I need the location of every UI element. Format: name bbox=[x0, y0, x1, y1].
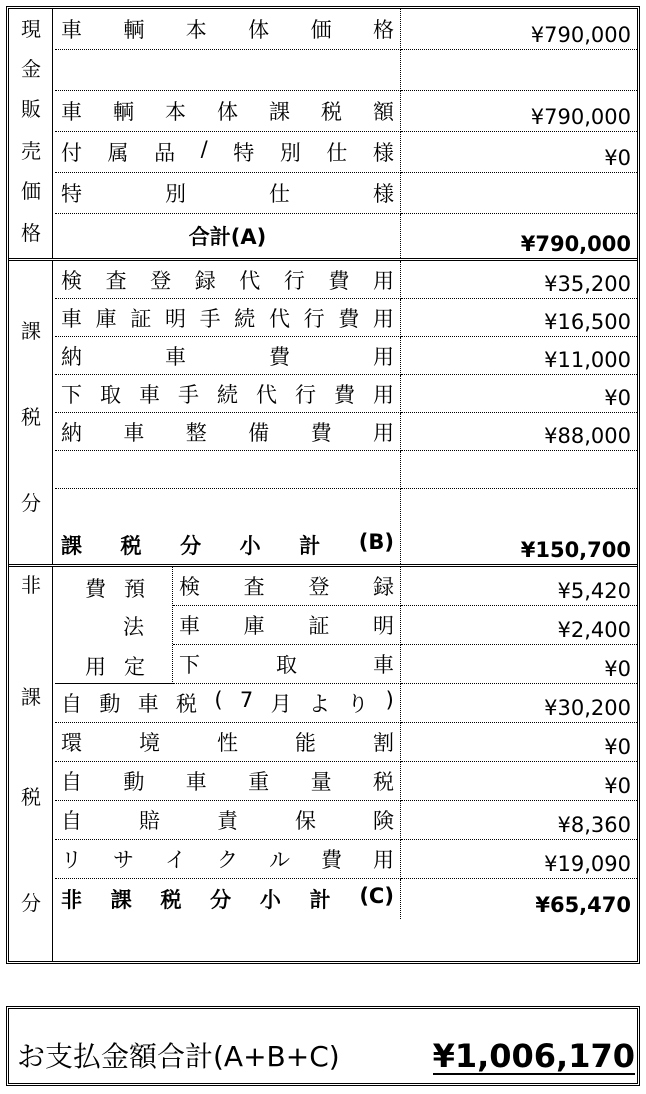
row-label-text-char: 行 bbox=[303, 306, 325, 331]
row-label bbox=[55, 451, 401, 489]
row-value bbox=[401, 50, 637, 91]
cash-total-value: ¥790,000 bbox=[520, 232, 631, 256]
row-label-text-char: 費 bbox=[269, 344, 290, 369]
row-label bbox=[55, 261, 401, 299]
row-label-text-char: / bbox=[200, 137, 208, 161]
row-label bbox=[55, 723, 401, 762]
row-label-text-char: 険 bbox=[373, 809, 394, 833]
taxable-section bbox=[9, 261, 637, 567]
row-label bbox=[55, 840, 401, 879]
deposit-label-char: 用 bbox=[85, 655, 106, 679]
row-label bbox=[55, 684, 401, 723]
row-label-text bbox=[61, 766, 394, 796]
row-label-text-char: 検 bbox=[179, 575, 200, 599]
row-label bbox=[55, 9, 401, 50]
deposit-label-line3 bbox=[85, 651, 145, 681]
row-label-text-char: 手 bbox=[178, 382, 199, 407]
deposit-label-char: 預 bbox=[124, 577, 145, 601]
row-label-text bbox=[61, 688, 394, 718]
row-label-text-char: 責 bbox=[217, 809, 238, 833]
row-label-text bbox=[179, 649, 394, 679]
deposit-label-block bbox=[55, 567, 173, 684]
nontax-section bbox=[9, 567, 637, 961]
row-label-text-char: 検 bbox=[61, 268, 82, 293]
nontax-subtotal-label-char: 計 bbox=[309, 888, 331, 912]
row-label-text bbox=[61, 379, 394, 409]
row-label-text-char: ( bbox=[214, 688, 223, 712]
row-label-text-char: 体 bbox=[248, 18, 270, 42]
row-label-text-char: 車 bbox=[185, 770, 207, 794]
row-label-text-char: 用 bbox=[373, 848, 394, 872]
row-label-text-char: 登 bbox=[308, 575, 330, 599]
grand-total-value: ¥1,006,170 bbox=[432, 1037, 635, 1075]
row-label-text-char: 費 bbox=[334, 382, 355, 407]
row-label-text-char: 7 bbox=[239, 688, 254, 712]
row-value: ¥790,000 bbox=[401, 9, 637, 50]
deposit-label-line2: 法 bbox=[123, 615, 144, 639]
row-label-text-char: 動 bbox=[99, 692, 121, 716]
nontax-subtotal-label-char: 分 bbox=[210, 888, 232, 912]
row-value bbox=[401, 173, 637, 214]
row-label bbox=[55, 337, 401, 375]
row-label-text-char: り bbox=[347, 692, 369, 716]
row-value: ¥0 bbox=[401, 132, 637, 173]
row-label-text-char: 付 bbox=[61, 141, 82, 165]
row-label-text-char: 車 bbox=[137, 692, 159, 716]
row-value: ¥11,000 bbox=[401, 337, 637, 375]
section-side-char: 分 bbox=[21, 891, 41, 915]
taxable-subtotal-label-char: 分 bbox=[180, 534, 202, 558]
row-label-text-char: 輌 bbox=[113, 100, 134, 124]
row-label bbox=[55, 489, 401, 564]
row-label-text-char: 下 bbox=[179, 653, 200, 677]
row-label-text-char: 様 bbox=[373, 182, 394, 206]
cash-section bbox=[9, 9, 637, 261]
row-label-text-char: 税 bbox=[176, 692, 198, 716]
nontax-subtotal-label-char: 税 bbox=[160, 888, 182, 912]
row-label bbox=[55, 413, 401, 451]
row-label-text-char: 課 bbox=[269, 100, 290, 124]
row-label-text-char: 手 bbox=[199, 306, 221, 331]
section-side-char: 税 bbox=[21, 405, 41, 429]
row-label bbox=[55, 762, 401, 801]
grand-total-box bbox=[6, 1006, 640, 1086]
cash-total-label: 合計(A) bbox=[55, 214, 401, 258]
row-label-text-char: 別 bbox=[165, 182, 186, 206]
nontax-subtotal-label-char: 非 bbox=[61, 888, 82, 912]
taxable-subtotal-label bbox=[61, 530, 394, 560]
row-label-text-char: 本 bbox=[185, 18, 207, 42]
row-label-text bbox=[61, 137, 394, 167]
row-label-text-char: 車 bbox=[61, 18, 82, 42]
row-label bbox=[55, 50, 401, 91]
row-label-text-char: 代 bbox=[239, 268, 261, 293]
row-label-text-char: 品 bbox=[154, 141, 176, 165]
row-value: ¥2,400 bbox=[401, 606, 637, 645]
row-value: ¥0 bbox=[401, 762, 637, 801]
row-label-text-char: 額 bbox=[373, 100, 394, 124]
row-label-text-char: 割 bbox=[373, 731, 394, 755]
section-side-char: 非 bbox=[21, 573, 41, 597]
row-label-text-char: 整 bbox=[185, 420, 207, 445]
row-value: ¥0 bbox=[401, 723, 637, 762]
row-label-text-char: 仕 bbox=[326, 141, 348, 165]
row-value: ¥0 bbox=[401, 375, 637, 413]
row-label-text-char: 費 bbox=[328, 268, 350, 293]
row-label bbox=[55, 91, 401, 132]
row-label-text-char: 庫 bbox=[243, 614, 265, 638]
row-label-text-char: 代 bbox=[268, 306, 290, 331]
row-label-text-char: 車 bbox=[61, 306, 82, 331]
row-label bbox=[173, 606, 401, 645]
taxable-subtotal-label-char: 税 bbox=[120, 534, 142, 558]
row-label-text-char: 庫 bbox=[95, 306, 117, 331]
row-label-text-char: 税 bbox=[372, 770, 394, 794]
row-label-text bbox=[61, 417, 394, 447]
row-label-text-char: 別 bbox=[279, 141, 301, 165]
row-label-text-char: 車 bbox=[165, 344, 186, 369]
section-side-char: 課 bbox=[21, 319, 41, 343]
row-label bbox=[55, 801, 401, 840]
row-value: ¥8,360 bbox=[401, 801, 637, 840]
row-label-text-char: 費 bbox=[338, 306, 360, 331]
taxable-subtotal-label-char: 計 bbox=[299, 534, 321, 558]
row-label-text-char: 価 bbox=[310, 18, 332, 42]
row-label-text-char: 賠 bbox=[139, 809, 160, 833]
row-value: ¥19,090 bbox=[401, 840, 637, 879]
row-label-text bbox=[61, 96, 394, 126]
section-side-char: 売 bbox=[21, 139, 41, 163]
row-label-text-char: 車 bbox=[61, 100, 82, 124]
row-value: ¥0 bbox=[401, 645, 637, 684]
row-label-text-char: 保 bbox=[295, 809, 316, 833]
nontax-subtotal-label bbox=[61, 884, 394, 914]
row-label-text-char: ル bbox=[269, 848, 290, 872]
row-label-text-char: 格 bbox=[372, 18, 394, 42]
row-label-text-char: 査 bbox=[105, 268, 127, 293]
row-label-text-char: 月 bbox=[270, 692, 292, 716]
section-side-char: 分 bbox=[21, 491, 41, 515]
row-label-text-char: サ bbox=[113, 848, 134, 872]
row-label-text bbox=[179, 610, 394, 640]
row-label-text-char: 車 bbox=[139, 382, 160, 407]
price-breakdown-table bbox=[6, 6, 640, 964]
grand-total-label: お支払金額合計(A+B+C) bbox=[17, 1040, 340, 1073]
row-label-text-char: 自 bbox=[61, 809, 82, 833]
row-label-text-char: 用 bbox=[372, 268, 394, 293]
row-label-text-char: よ bbox=[308, 692, 330, 716]
row-label-text-char: イ bbox=[165, 848, 186, 872]
row-label-text-char: 特 bbox=[233, 141, 255, 165]
row-label-text bbox=[61, 727, 394, 757]
row-label-text-char: 行 bbox=[295, 382, 316, 407]
row-label-text-char: 能 bbox=[295, 731, 316, 755]
row-label-text-char: 取 bbox=[100, 382, 121, 407]
row-value: ¥88,000 bbox=[401, 413, 637, 451]
row-label bbox=[55, 299, 401, 337]
row-label-text-char: 続 bbox=[234, 306, 256, 331]
nontax-subtotal-label-char: 小 bbox=[259, 888, 281, 912]
row-label-text bbox=[179, 571, 394, 601]
row-label-text-char: 続 bbox=[217, 382, 238, 407]
row-label-text-char: 性 bbox=[217, 731, 238, 755]
row-label-text-char: 体 bbox=[217, 100, 238, 124]
section-side-char: 現 bbox=[21, 17, 41, 41]
row-label-text-char: 税 bbox=[321, 100, 342, 124]
row-label-text-char: リ bbox=[61, 848, 82, 872]
row-label bbox=[55, 375, 401, 413]
section-side-char: 税 bbox=[21, 785, 41, 809]
row-label-text-char: 車 bbox=[373, 653, 394, 677]
row-label-text-char: 用 bbox=[373, 382, 394, 407]
row-value: ¥65,470 bbox=[535, 893, 631, 917]
row-label-text-char: 行 bbox=[283, 268, 305, 293]
row-label-text-char: 用 bbox=[372, 306, 394, 331]
row-label-text-char: 代 bbox=[256, 382, 277, 407]
deposit-label-char: 費 bbox=[85, 577, 106, 601]
row-label-text-char: 車 bbox=[123, 420, 145, 445]
row-label-text-char: 下 bbox=[61, 382, 82, 407]
row-value: ¥150,700 bbox=[520, 538, 631, 562]
row-label-text-char: 納 bbox=[61, 344, 82, 369]
row-label-text-char: 様 bbox=[372, 141, 394, 165]
row-label-text-char: 用 bbox=[372, 420, 394, 445]
row-value: ¥35,200 bbox=[401, 261, 637, 299]
row-label-text-char: 備 bbox=[248, 420, 270, 445]
row-value: ¥790,000 bbox=[401, 91, 637, 132]
taxable-subtotal-label-char: (B) bbox=[358, 530, 394, 554]
row-label-text bbox=[61, 265, 394, 295]
row-value: ¥5,420 bbox=[401, 567, 637, 606]
row-value bbox=[401, 451, 637, 489]
row-label-text-char: 費 bbox=[310, 420, 332, 445]
row-value: ¥16,500 bbox=[401, 299, 637, 337]
section-side-char: 金 bbox=[21, 57, 41, 81]
row-label-text-char: 属 bbox=[107, 141, 129, 165]
row-label-text-char: 境 bbox=[139, 731, 160, 755]
row-label-text-char: 重 bbox=[248, 770, 270, 794]
row-label-text bbox=[61, 14, 394, 44]
row-label-text bbox=[61, 805, 394, 835]
row-label-text-char: 自 bbox=[61, 692, 82, 716]
nontax-subtotal-label-char: 課 bbox=[110, 888, 132, 912]
deposit-label-char: 定 bbox=[124, 655, 145, 679]
row-label-text-char: 明 bbox=[372, 614, 394, 638]
row-value: ¥30,200 bbox=[401, 684, 637, 723]
row-label-text-char: 証 bbox=[130, 306, 152, 331]
section-side-char: 価 bbox=[21, 179, 41, 203]
row-label bbox=[55, 132, 401, 173]
row-label-text-char: 用 bbox=[373, 344, 394, 369]
row-label-text-char: 明 bbox=[164, 306, 186, 331]
row-label-text-char: ) bbox=[385, 688, 394, 712]
row-label-text-char: 納 bbox=[61, 420, 82, 445]
row-label-text-char: 輌 bbox=[123, 18, 145, 42]
nontax-subtotal-label-char: (C) bbox=[359, 884, 394, 908]
row-label-text-char: 仕 bbox=[269, 182, 290, 206]
section-side-char: 課 bbox=[21, 685, 41, 709]
row-label bbox=[173, 567, 401, 606]
deposit-label-line1 bbox=[85, 573, 145, 603]
row-label-text bbox=[61, 341, 394, 371]
row-label-text bbox=[61, 844, 394, 874]
row-label-text-char: 量 bbox=[310, 770, 332, 794]
row-label bbox=[55, 879, 401, 919]
section-side-char: 格 bbox=[21, 221, 41, 245]
row-label-text-char: 費 bbox=[321, 848, 342, 872]
row-label-text-char: 動 bbox=[123, 770, 145, 794]
row-label-text-char: 録 bbox=[372, 575, 394, 599]
row-label-text-char: ク bbox=[217, 848, 238, 872]
row-label-text-char: 本 bbox=[165, 100, 186, 124]
taxable-subtotal-label-char: 小 bbox=[239, 534, 261, 558]
row-label-text-char: 特 bbox=[61, 182, 82, 206]
section-side-char: 販 bbox=[21, 97, 41, 121]
row-label-text-char: 自 bbox=[61, 770, 82, 794]
row-label bbox=[173, 645, 401, 684]
row-label-text-char: 録 bbox=[194, 268, 216, 293]
row-label-text bbox=[61, 303, 394, 333]
row-label-text-char: 登 bbox=[150, 268, 172, 293]
row-label-text-char: 車 bbox=[179, 614, 200, 638]
row-label-text-char: 査 bbox=[243, 575, 265, 599]
taxable-subtotal-label-char: 課 bbox=[61, 534, 82, 558]
row-label-text-char: 証 bbox=[308, 614, 330, 638]
row-label-text-char: 取 bbox=[276, 653, 297, 677]
row-label bbox=[55, 173, 401, 214]
row-label-text bbox=[61, 178, 394, 208]
row-label-text-char: 環 bbox=[61, 731, 82, 755]
